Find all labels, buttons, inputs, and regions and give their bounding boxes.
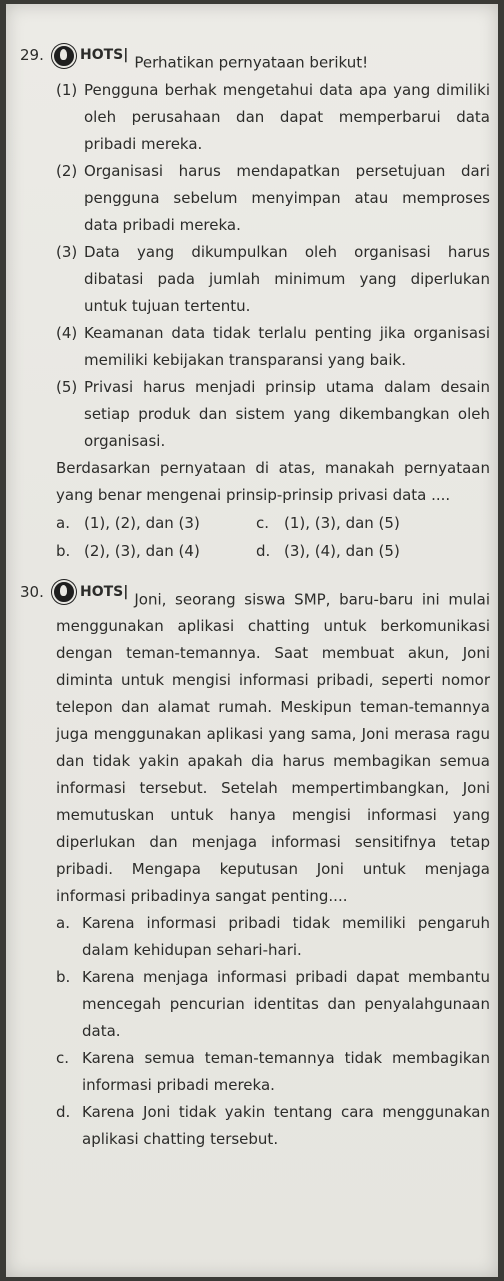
option-b[interactable] — [56, 537, 256, 565]
option-b[interactable] — [56, 964, 490, 1045]
question-intro: Perhatikan pernyataan berikut! — [134, 53, 369, 72]
question-29 — [20, 42, 490, 565]
option-text: Karena menjaga informasi pribadi dapat membantu mencegah pencurian identitas dan penyalahgunaan data. — [82, 968, 490, 1040]
option-letter: c. — [56, 1049, 70, 1067]
option-text: (3), (4), dan (5) — [284, 541, 400, 560]
statement-1 — [56, 77, 490, 158]
statement-3 — [56, 239, 490, 320]
statement-text: Privasi harus menjadi prinsip utama dalam desain setiap produk dan sistem yang dikembangkan oleh organisasi. — [84, 377, 490, 450]
hots-label: HOTS| — [80, 47, 129, 63]
statement-text: Data yang dikumpulkan oleh organisasi harus dibatasi pada jumlah minimum yang diperlukan untuk tujuan tertentu. — [84, 242, 490, 315]
statement-2 — [56, 158, 490, 239]
option-letter: b. — [56, 541, 71, 560]
option-text: Karena semua teman-temannya tidak membagikan informasi pribadi mereka. — [82, 1049, 490, 1094]
option-text: Karena Joni tidak yakin tentang cara menggunakan aplikasi chatting tersebut. — [82, 1103, 490, 1148]
option-c[interactable] — [56, 1045, 490, 1099]
question-30 — [20, 579, 490, 1154]
option-text: Karena informasi pribadi tidak memiliki pengaruh dalam kehidupan sehari-hari. — [82, 914, 490, 959]
option-letter: a. — [56, 513, 70, 532]
option-letter: c. — [256, 513, 270, 532]
hots-badge — [52, 579, 134, 606]
statement-number: (5) — [56, 377, 78, 396]
spacer — [20, 565, 490, 579]
question-intro: Joni, seorang siswa SMP, baru-baru ini mulai menggunakan aplikasi chatting untuk berkomunikasi dengan teman-temannya. Saat membuat akun, Joni diminta untuk mengisi informasi pribadi, seperti nomor telepon dan alamat rumah. Meskipun teman-temannya juga menggunakan aplikasi yang sama, Joni merasa ragu dan tidak yakin apakah dia harus membagikan semua informasi tersebut. Setelah mempertimbangkan, Joni memutuskan untuk hanya mengisi informasi yang diperlukan dan menjaga informasi sensitifnya tetap pribadi. Mengapa keputusan Joni untuk menjaga informasi pribadinya sangat penting.... — [56, 590, 490, 905]
statement-number: (1) — [56, 80, 78, 99]
statement-number: (4) — [56, 323, 78, 342]
question-stem — [56, 579, 490, 911]
option-d[interactable] — [256, 537, 486, 565]
textbook-page — [6, 4, 498, 1277]
statement-text: Pengguna berhak mengetahui data apa yang dimiliki oleh perusahaan dan dapat memperbarui data pribadi mereka. — [84, 80, 490, 153]
statement-4 — [56, 320, 490, 374]
statement-number: (3) — [56, 242, 78, 261]
statement-text: Organisasi harus mendapatkan persetujuan dari pengguna sebelum menyimpan atau memproses data pribadi mereka. — [84, 161, 490, 234]
statement-5 — [56, 374, 490, 455]
answer-options — [56, 509, 490, 565]
question-prompt: Berdasarkan pernyataan di atas, manakah pernyataan yang benar mengenai prinsip-prinsip privasi data .... — [56, 458, 490, 504]
page-content — [20, 42, 490, 1153]
question-header — [56, 42, 490, 77]
option-a[interactable] — [56, 910, 490, 964]
question-number: 30. — [20, 582, 44, 601]
option-d[interactable] — [56, 1099, 490, 1153]
option-c[interactable] — [256, 509, 486, 537]
question-number: 29. — [20, 46, 44, 64]
option-letter: d. — [256, 541, 271, 560]
flame-icon — [52, 44, 76, 68]
option-letter: b. — [56, 968, 71, 986]
statement-text: Keamanan data tidak terlalu penting jika organisasi memiliki kebijakan transparansi yang baik. — [84, 323, 490, 369]
hots-badge — [52, 42, 134, 69]
flame-icon — [52, 580, 76, 604]
statement-number: (2) — [56, 161, 78, 180]
option-a[interactable] — [56, 509, 256, 537]
option-letter: d. — [56, 1103, 71, 1121]
option-letter: a. — [56, 914, 70, 932]
hots-label: HOTS| — [80, 583, 129, 600]
option-text: (1), (3), dan (5) — [284, 513, 400, 532]
option-text: (1), (2), dan (3) — [84, 513, 200, 532]
option-text: (2), (3), dan (4) — [84, 541, 200, 560]
